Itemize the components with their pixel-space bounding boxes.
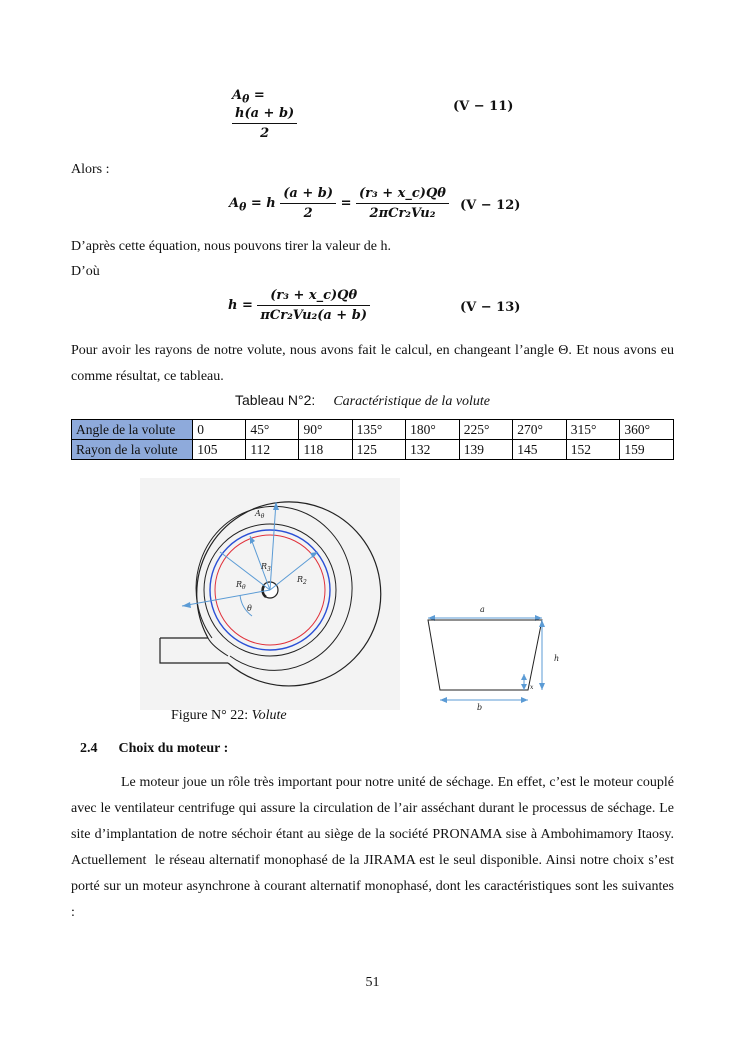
- equation-v11-number: (V − 11): [453, 99, 514, 114]
- equation-v11: $A_\theta$ = $\frac{h(a + b)}{2}$: [232, 88, 332, 141]
- label-a-theta: $A_\theta$: [255, 509, 265, 520]
- table-cell: 270°: [513, 420, 567, 440]
- table-cell: 225°: [459, 420, 513, 440]
- table-cell: 152: [566, 440, 620, 460]
- section-number: 2.4: [80, 741, 98, 756]
- table-cell: 45°: [246, 420, 299, 440]
- label-a: a: [480, 605, 485, 614]
- table-cell: 360°: [620, 420, 674, 440]
- section-title: Choix du moteur :: [118, 741, 229, 756]
- equation-v13: h = $\frac{\text{(r₃ + x\_c)Qθ}}{\text{πCr₂Vu₂(a + b)}}$: [228, 288, 370, 323]
- table-cell: 132: [406, 440, 460, 460]
- volute-section-diagram: [420, 598, 570, 713]
- section-paragraph: Le moteur joue un rôle très important pour notre unité de séchage. En effet, c’est le moteur couplé avec le ventilateur centrifuge qui assure la circulation de l’air asséchant durant le processus de séchage. Le site d’implantation de notre séchoir étant au siège de la société PRONAMA sise à Ambohimamory Itaosy. Actuellement le réseau alternatif monophasé de la JIRAMA est le seul disponible. Ainsi notre choix s’est porté sur un moteur asynchrone à courant alternatif monophasé, dont les caractéristiques sont les suivantes :: [71, 775, 678, 920]
- figure-caption: [171, 708, 287, 724]
- label-b: b: [477, 703, 483, 712]
- label-xc: x: [530, 684, 534, 691]
- eq11-numerator: h(a + b): [232, 106, 297, 124]
- eq11-fraction: [232, 106, 297, 141]
- table-row-rayon: [72, 440, 674, 460]
- equation-v12: $A_\theta = h$ $\frac{(a + b)}{2}$ = $\frac{\text{(r₃ + x\_c)Qθ}}{\text{2πCr₂Vu₂}}$: [229, 186, 449, 221]
- label-theta: θ: [247, 604, 252, 613]
- table-cell: 315°: [566, 420, 620, 440]
- table-cell: 0: [193, 420, 246, 440]
- pour-avoir-paragraph: Pour avoir les rayons de notre volute, nous avons fait le calcul, en changeant l’angle Θ. Et nous avons eu comme résultat, ce tableau.: [71, 343, 674, 384]
- table-cell: 145: [513, 440, 567, 460]
- eq12-fraction-2: $\frac{\text{(r₃ + x\_c)Qθ}}{\text{2πCr₂Vu₂}}$: [356, 186, 449, 221]
- eq13-fraction: $\frac{\text{(r₃ + x\_c)Qθ}}{\text{πCr₂Vu₂(a + b)}}$: [257, 288, 370, 323]
- eq13-lhs: h: [228, 298, 238, 313]
- table-cell: 159: [620, 440, 674, 460]
- dou-text: D’où: [71, 264, 100, 279]
- table-header-rayon: Rayon de la volute: [72, 440, 193, 460]
- eq12-lhs: $A_\theta$: [229, 196, 247, 214]
- table-caption-title: Caractéristique de la volute: [333, 394, 491, 409]
- eq12-fraction-1: $\frac{(a + b)}{2}$: [280, 186, 336, 221]
- volute-diagram: [140, 478, 400, 710]
- table-cell: 125: [352, 440, 406, 460]
- label-r2: $R_2$: [297, 575, 307, 586]
- table-cell: 118: [299, 440, 352, 460]
- alors-text: Alors :: [71, 162, 110, 177]
- eq11-lhs: $A_\theta$: [232, 88, 250, 106]
- equation-v13-number: (V − 13): [460, 300, 521, 315]
- table-cell: 112: [246, 440, 299, 460]
- table-caption-label: Tableau N°2:: [235, 392, 316, 408]
- table-cell: 139: [459, 440, 513, 460]
- table-cell: 90°: [299, 420, 352, 440]
- table-row-angle: [72, 420, 674, 440]
- table-cell: 135°: [352, 420, 406, 440]
- apres-text: D’après cette équation, nous pouvons tirer la valeur de h.: [71, 239, 391, 254]
- eq11-denominator: 2: [260, 125, 270, 141]
- label-rtheta: $R_\theta$: [236, 580, 246, 591]
- table-cell: 180°: [406, 420, 460, 440]
- label-h: h: [554, 654, 560, 663]
- table-header-angle: Angle de la volute: [72, 420, 193, 440]
- table-caption: [235, 392, 490, 410]
- page-number: 51: [365, 975, 380, 990]
- volute-table: [71, 419, 674, 460]
- figure-caption-prefix: Figure N° 22:: [171, 708, 252, 723]
- equation-v12-number: (V − 12): [460, 198, 521, 213]
- table-cell: 105: [193, 440, 246, 460]
- section-heading: [80, 741, 228, 757]
- label-r3: $R_3$: [261, 562, 271, 573]
- figure-caption-title: Volute: [251, 708, 287, 723]
